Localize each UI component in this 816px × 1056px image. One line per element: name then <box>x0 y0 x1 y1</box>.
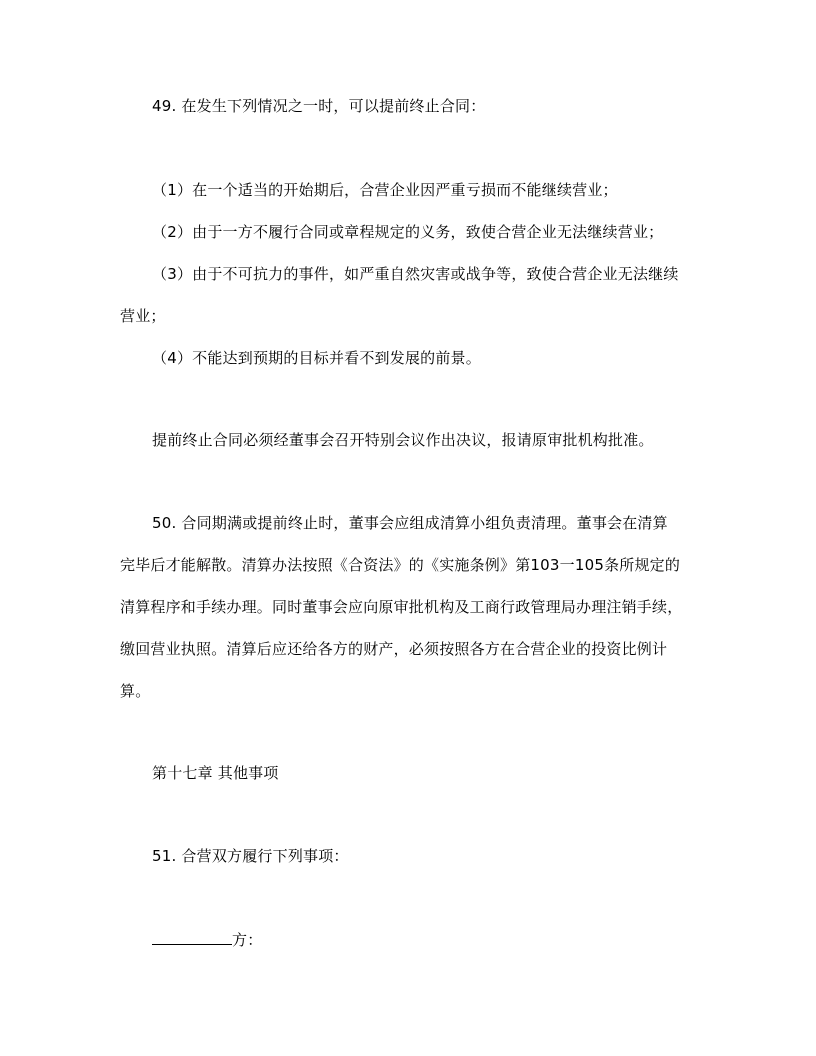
clause-49-item-3: （3）由于不可抗力的事件，如严重自然灾害或战争等，致使合营企业无法继续 <box>152 265 679 283</box>
clause-51-party-line <box>152 928 262 950</box>
clause-49-note: 提前终止合同必须经董事会召开特别会议作出决议，报请原审批机构批准。 <box>152 431 654 449</box>
clause-50-line-3: 清算程序和手续办理。同时董事会应向原审批机构及工商行政管理局办理注销手续， <box>120 598 683 616</box>
party-name-blank <box>152 928 232 945</box>
party-suffix: 方： <box>232 931 263 949</box>
clause-50-line-5: 算。 <box>120 682 151 700</box>
clause-51-heading: 51. 合营双方履行下列事项： <box>152 847 349 865</box>
chapter-17-title: 第十七章 其他事项 <box>152 764 279 782</box>
clause-49-item-2: （2）由于一方不履行合同或章程规定的义务，致使合营企业无法继续营业； <box>152 223 664 241</box>
clause-49-item-1: （1）在一个适当的开始期后，合营企业因严重亏损而不能继续营业； <box>152 181 618 199</box>
clause-50-line-2: 完毕后才能解散。清算办法按照《合资法》的《实施条例》第103一105条所规定的 <box>120 556 681 574</box>
clause-50-line-4: 缴回营业执照。清算后应还给各方的财产，必须按照各方在合营企业的投资比例计 <box>120 640 668 658</box>
clause-49-heading: 49. 在发生下列情况之一时，可以提前终止合同： <box>152 97 486 115</box>
clause-49-item-4: （4）不能达到预期的目标并看不到发展的前景。 <box>152 349 481 367</box>
clause-50-line-1: 50. 合同期满或提前终止时，董事会应组成清算小组负责清理。董事会在清算 <box>152 514 668 532</box>
clause-49-item-3-continued: 营业； <box>120 307 166 325</box>
